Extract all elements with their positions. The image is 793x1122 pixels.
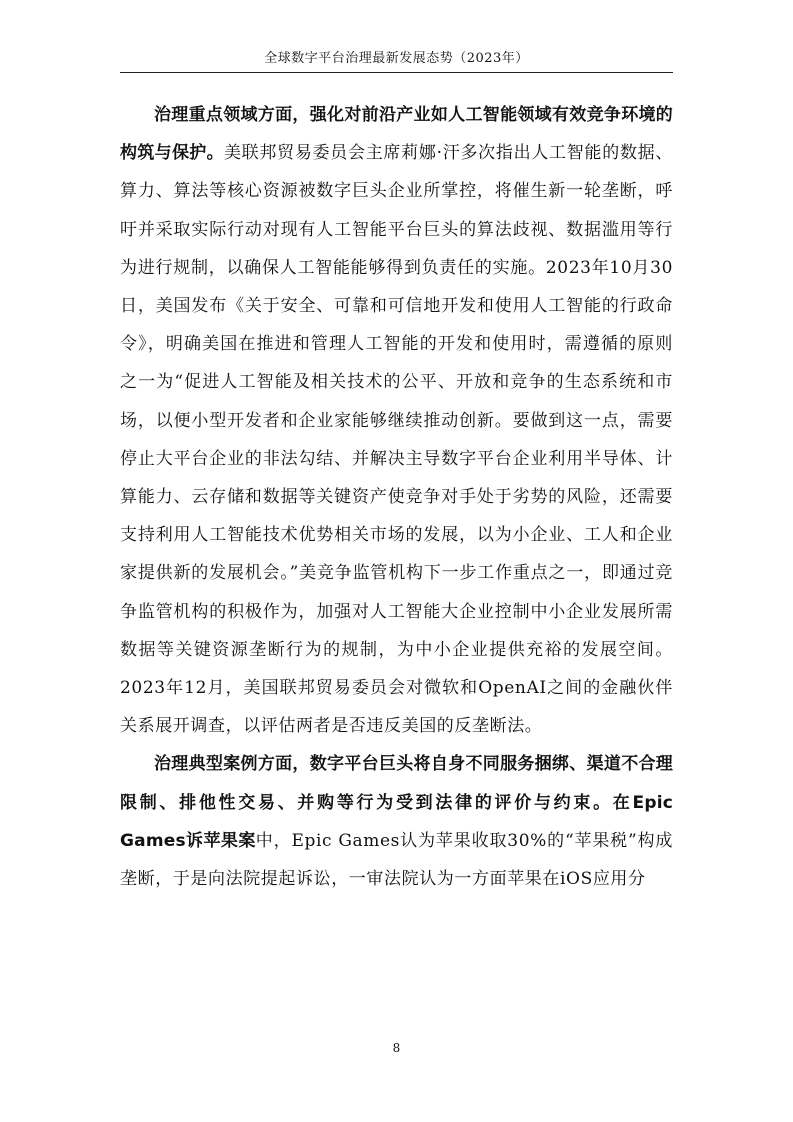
paragraph-ai-competition xyxy=(120,96,673,745)
document-body xyxy=(120,96,673,898)
paragraph-typical-cases xyxy=(120,745,673,898)
paragraph-text-ai-competition: 美联邦贸易委员会主席莉娜·汗多次指出人工智能的数据、算力、算法等核心资源被数字巨头企业所掌控，将催生新一轮垄断，呼吁并采取实际行动对现有人工智能平台巨头的算法歧视、数据滥用等行为进行规制，以确保人工智能能够得到负责任的实施。2023年10月30日，美国发布《关于安全、可靠和可信地开发和使用人工智能的行政命令》，明确美国在推进和管理人工智能的开发和使用时，需遵循的原则之一为“促进人工智能及相关技术的公平、开放和竞争的生态系统和市场，以便小型开发者和企业家能够继续推动创新。要做到这一点，需要停止大平台企业的非法勾结、并解决主导数字平台企业利用半导体、计算能力、云存储和数据等关键资产使竞争对手处于劣势的风险，还需要支持利用人工智能技术优势相关市场的发展，以为小企业、工人和企业家提供新的发展机会。”美竞争监管机构下一步工作重点之一，即通过竞争监管机构的积极作为，加强对人工智能大企业控制中小企业发展所需数据等关键资源垄断行为的规制，为中小企业提供充裕的发展空间。2023年12月，美国联邦贸易委员会对微软和OpenAI之间的金融伙伴关系展开调查，以评估两者是否违反美国的反垄断法。 xyxy=(120,143,673,737)
paragraph-heading-typical-cases: 治理典型案例方面，数字平台巨头将自身不同服务捆绑、渠道不合理限制、排他性交易、并购等行为受到法律的评价与约束。在Epic Games诉苹果案 xyxy=(120,754,673,851)
paragraph-text-typical-cases: 中，Epic Games认为苹果收取30%的“苹果税”构成垄断，于是向法院提起诉讼，一审法院认为一方面苹果在iOS应用分 xyxy=(120,830,673,890)
page-number: 8 xyxy=(392,1041,401,1055)
running-header: 全球数字平台治理最新发展态势（2023年） xyxy=(264,51,529,66)
paragraph-heading-ai-competition: 治理重点领域方面，强化对前沿产业如人工智能领域有效竞争环境的构筑与保护。 xyxy=(120,105,673,164)
header-divider xyxy=(120,72,673,73)
